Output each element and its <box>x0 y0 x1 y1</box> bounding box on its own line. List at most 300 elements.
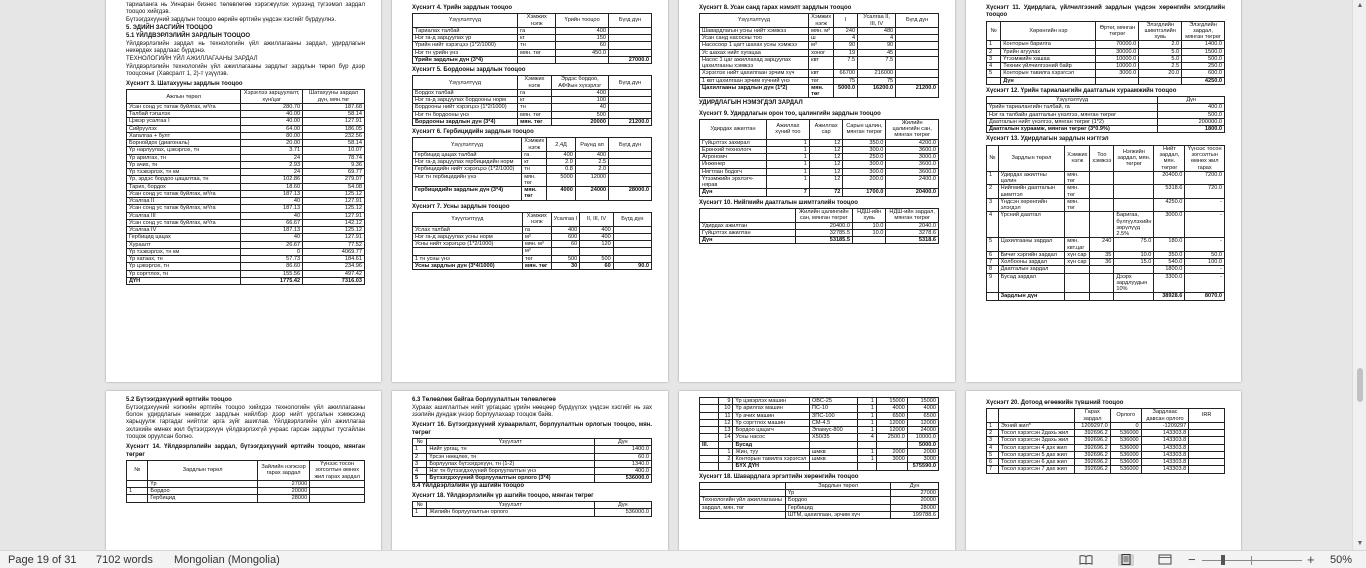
table-row <box>700 161 939 168</box>
table-cell <box>719 463 733 470</box>
table-cell: Тосол хэрэгсэн 5 дах жил <box>998 451 1074 458</box>
table-cell: 12 <box>809 139 842 146</box>
table-cell: 1 <box>987 41 1001 48</box>
table-cell: 10.0 <box>1114 251 1154 258</box>
table-cell: 58.14 <box>303 140 365 147</box>
table-cell: Үүнээс тосон зогсолтын өмнөх жил гарах <box>1185 145 1225 171</box>
table-cell: 280.70 <box>241 103 303 110</box>
table-cell: 2.0 <box>575 166 608 173</box>
table-cell: 536000 <box>1110 459 1141 466</box>
table-cell <box>580 248 613 255</box>
table-cell: 28000 <box>257 495 309 502</box>
table-cell: га <box>518 27 556 34</box>
table-cell: Усалгаа II, III, IV <box>858 14 896 28</box>
table-cell: 500.0 <box>1182 55 1225 62</box>
table-cell: мян. төг <box>522 187 547 201</box>
table-cell: Үзүүлэлтүүд <box>413 76 518 90</box>
table-total-row <box>413 56 652 63</box>
table-cell: квт <box>809 56 834 70</box>
table-cell: 1 <box>857 427 876 434</box>
table-cell: мян. төг <box>1065 198 1090 212</box>
table-cell: Бичиг хэргийн зардал <box>998 251 1065 258</box>
table-cell: 2000 <box>907 448 938 455</box>
table-row <box>413 27 652 34</box>
table-cell: 143303.8 <box>1141 466 1189 473</box>
table-cell: Үр тээвэрлэх, тн км <box>127 248 241 255</box>
table-row <box>987 63 1225 70</box>
table-row <box>987 104 1225 111</box>
table-cell: 4200.0 <box>886 139 939 146</box>
table-cell: 8 <box>987 266 999 273</box>
table-cell: 19 <box>834 49 858 56</box>
table-cell <box>1114 171 1154 185</box>
table-cell: 143303.8 <box>1141 459 1189 466</box>
table-cell: Насос 1 цаг ажиллахад зарцуулах цахилгааны хэмжээ <box>700 56 809 70</box>
data-table <box>699 119 939 197</box>
table-total-row <box>413 475 652 482</box>
table-cell: 11 <box>719 412 733 419</box>
table-cell: кг <box>518 35 556 42</box>
table-row <box>127 190 365 197</box>
table-cell: Дээрх зардлуудын 10% <box>1114 273 1154 293</box>
table-cell: 4000 <box>547 187 576 201</box>
table-header-row <box>127 90 365 104</box>
table-cell: 3300.0 <box>1154 273 1185 293</box>
table-row <box>413 509 652 516</box>
table-cell: 16200.0 <box>858 84 896 98</box>
table-cell: Үр соргтлох машин <box>733 419 809 426</box>
table-cell: 12 <box>809 161 842 168</box>
page-8 <box>966 391 1241 550</box>
table-cell: IRR <box>1189 409 1225 423</box>
table-cell: Гербицид цацах <box>127 234 241 241</box>
table-cell: 392696.2 <box>1075 437 1111 444</box>
table-cell: ОВС-25 <box>809 398 857 405</box>
word-count[interactable]: 7102 words <box>96 554 153 566</box>
table-row <box>987 111 1225 118</box>
table-cell: 5 <box>987 238 999 252</box>
table-row <box>127 234 365 241</box>
table-cell: Бүгд дүн <box>613 213 651 227</box>
table-cell: 5318.6 <box>1154 185 1185 199</box>
scroll-up-icon[interactable]: ▲ <box>1356 2 1364 9</box>
table-cell: 187.68 <box>303 103 365 110</box>
table-row <box>413 35 652 42</box>
table-cell: Удирдах ажилтны цалин <box>998 171 1065 185</box>
table-cell: Нягтлан бодогч <box>700 168 767 175</box>
table-cell: 125.12 <box>303 205 365 212</box>
table-cell: мян. төг <box>1065 185 1090 199</box>
table-cell: 12000 <box>907 419 938 426</box>
table-cell: Шатахууны зардал дүн, мян.төг <box>303 90 365 104</box>
table-cell: 9 <box>719 398 733 405</box>
page-6 <box>392 391 668 550</box>
table-row <box>127 140 365 147</box>
table-cell: 540.0 <box>1154 259 1185 266</box>
table-cell <box>1139 77 1182 84</box>
table-cell: 1 <box>766 168 809 175</box>
table-row <box>987 466 1225 473</box>
table-cell: Үр тээвэрлэх, тн км <box>127 169 241 176</box>
table-row <box>127 125 365 132</box>
table-cell: Үр, эрдэс бордоо цацалтаа, тн <box>127 176 241 183</box>
table-cell: Бордоо цацагч <box>733 427 809 434</box>
table-cell: 20000 <box>551 118 608 125</box>
table-row <box>987 273 1225 293</box>
table-cell: 12 <box>809 146 842 153</box>
table-row <box>700 35 939 42</box>
table-cell: 15000 <box>907 398 938 405</box>
table-cell: 7200.0 <box>1185 171 1225 185</box>
table-cell: 392696.2 <box>1075 444 1111 451</box>
table-cell <box>896 42 939 49</box>
table-cell: Хэмжих нэгж <box>518 14 556 28</box>
table-cell: Үр цэвэрлэх, тн <box>127 263 241 270</box>
table-cell <box>700 434 719 441</box>
table-cell: 24 <box>241 154 303 161</box>
table-cell: 1 <box>127 488 148 495</box>
table-row <box>700 77 939 84</box>
table-row <box>413 460 652 467</box>
table-cell: га <box>518 89 551 96</box>
table-cell: Нэг тн үрийн үнэ <box>413 49 518 56</box>
table-row <box>127 176 365 183</box>
table-cell <box>896 77 939 84</box>
table-row <box>700 456 939 463</box>
table-header-row <box>413 14 652 28</box>
table-cell: Нэг тн гербицидийн үнэ <box>413 173 522 187</box>
table-cell: 4 <box>987 212 999 238</box>
table-cell <box>1090 273 1114 293</box>
table-cell: 250.0 <box>843 154 886 161</box>
table-cell: Раунд ап <box>575 138 608 152</box>
table-cell <box>896 27 939 34</box>
table-cell: мян. м³ <box>522 241 551 248</box>
table-cell: 60.0 <box>594 453 651 460</box>
table-cell <box>608 35 651 42</box>
table-cell <box>1189 430 1225 437</box>
table-cell: Эламус-800 <box>809 427 857 434</box>
page-3 <box>679 0 955 382</box>
table-cell: Үндсэн хөрөнгийн элэгдэл <box>998 198 1065 212</box>
table-cell: 5.0 <box>1139 48 1182 55</box>
table-cell: 240 <box>1090 238 1114 252</box>
table-cell: ш <box>809 35 834 42</box>
table-cell: 392696.2 <box>1075 451 1111 458</box>
table-cell: 300.0 <box>843 161 886 168</box>
table-cell: 234.96 <box>303 263 365 270</box>
table-cell <box>413 248 523 255</box>
table-cell: 2000 <box>876 448 907 455</box>
table-cell: Гербицид <box>148 495 257 502</box>
web-layout-icon[interactable] <box>1157 554 1173 566</box>
table-row <box>413 255 652 262</box>
table-row <box>413 453 652 460</box>
table-cell <box>896 35 939 42</box>
table-cell: 1340.0 <box>594 460 651 467</box>
table-cell: төг <box>522 255 551 262</box>
table-cell: мян. төг <box>1065 171 1090 185</box>
table-cell: - <box>1185 238 1225 252</box>
table-cell: 13 <box>719 427 733 434</box>
table-cell: Дүн <box>1158 97 1225 104</box>
table-cell: Нэг га-д зарцуулах усны норм <box>413 233 523 240</box>
table-cell <box>809 441 857 448</box>
table-cell <box>1090 185 1114 199</box>
table-cell: 0 <box>241 248 303 255</box>
zoom-slider-thumb[interactable] <box>1221 555 1225 565</box>
table-cell: 2 <box>987 48 1001 55</box>
table-total-row <box>987 126 1225 133</box>
table-cell <box>1065 293 1090 300</box>
table-row <box>987 422 1225 429</box>
table-cell: 0 <box>1110 422 1141 429</box>
table-cell: Үр ачих, тн <box>127 161 241 168</box>
table-cell: 127.91 <box>303 198 365 205</box>
table-cell <box>1065 212 1090 238</box>
zoom-level[interactable]: 50% <box>1330 554 1353 566</box>
table-cell: 90.0 <box>613 262 651 269</box>
table-cell: № <box>413 502 427 509</box>
table-cell: 12 <box>719 419 733 426</box>
table-cell: Хураалт <box>127 241 241 248</box>
table-cell: шмкв <box>809 448 857 455</box>
table-cell <box>609 173 652 187</box>
table-cell: ЗПС-100 <box>809 412 857 419</box>
zoom-in-button[interactable]: + <box>1307 552 1315 567</box>
table-cell: 2 <box>987 185 999 199</box>
table-row <box>987 430 1225 437</box>
table-row <box>987 251 1225 258</box>
read-mode-icon[interactable] <box>1078 554 1094 566</box>
table-row <box>700 412 939 419</box>
table-cell: 200.0 <box>843 175 886 189</box>
table-cell: 2.5 <box>575 159 608 166</box>
table-header-row <box>413 213 652 227</box>
table-cell: Удирдах ажилтан <box>700 222 796 229</box>
table-cell: 5 <box>987 70 1001 77</box>
data-table <box>412 13 652 64</box>
table-cell <box>609 159 652 166</box>
table-cell <box>613 255 651 262</box>
table-cell: 69.77 <box>303 169 365 176</box>
table-cell: 3 <box>413 460 427 467</box>
table-cell: 28000.0 <box>609 187 652 201</box>
table-cell: 7.5 <box>858 56 896 70</box>
table-cell: 53185.5 <box>795 237 852 244</box>
table-cell: 4 <box>987 63 1001 70</box>
table-cell <box>700 398 719 405</box>
table-cell: 2.0 <box>547 159 576 166</box>
table-cell <box>700 412 719 419</box>
table-cell <box>1090 198 1114 212</box>
page-2 <box>392 0 668 382</box>
table-row <box>127 111 365 118</box>
table-row <box>987 41 1225 48</box>
table-caption: Хүснэгт 6. Гербицидийн зардлын тооцоо <box>412 129 534 136</box>
table-cell: кг <box>518 97 551 104</box>
table-caption: Хүснэгт 7. Усны зардлын тооцоо <box>412 203 510 210</box>
table-cell: 4000 <box>907 405 938 412</box>
table-row <box>987 259 1225 266</box>
table-cell: Шавардлагын усны нийт хэмжээ <box>700 27 809 34</box>
table-cell: 143303.8 <box>1141 451 1189 458</box>
table-cell <box>1189 466 1225 473</box>
table-cell: Бордооны зардлын дүн (3*4) <box>413 118 518 125</box>
table-cell: 86.60 <box>241 263 303 270</box>
paragraph: Хураах ашиглалтын нийт ургацаас үрийн нөөцөөр бүрдүүлэх үндсэн хэсгийг нь зах зээлийн дундаж үнээр борлуулахаар тооцож байв. <box>412 404 652 419</box>
table-caption: Хүснэгт 9. Удирдлагын орон тоо, цалингийн зардлын тооцоо <box>699 110 881 117</box>
data-table <box>412 438 652 483</box>
table-cell: Нэг га талбайн даатгалын үнэлгээ, мянган төгрөг <box>987 111 1158 118</box>
table-cell: 3600.0 <box>886 161 939 168</box>
table-row <box>700 139 939 146</box>
table-cell: 600.0 <box>1182 70 1225 77</box>
table-cell: Үрийн тариалангийн талбай, га <box>987 104 1158 111</box>
table-cell: 30000.0 <box>1096 48 1139 55</box>
table-cell: 400 <box>551 89 608 96</box>
section-heading: 6.4 Үйлдвэрлэлийн үр ашгийн тооцоо <box>412 482 525 489</box>
table-cell: 184.61 <box>303 256 365 263</box>
table-cell: 1500.0 <box>1182 48 1225 55</box>
table-cell: Бордоо <box>786 497 891 504</box>
table-cell: 155.56 <box>241 270 303 277</box>
table-cell: Зардлын төрөл <box>998 145 1065 171</box>
table-cell: Ерөнхий технологч <box>700 146 767 153</box>
table-cell: 240 <box>834 27 858 34</box>
table-row <box>987 266 1225 273</box>
table-cell: 72 <box>809 189 842 196</box>
table-cell: Бүгд дүн <box>896 14 939 28</box>
table-cell <box>896 70 939 77</box>
table-cell: 40 <box>551 104 608 111</box>
table-cell: 27000.0 <box>608 56 651 63</box>
table-cell: Ажлын төрөл <box>127 90 241 104</box>
table-cell: 200000.0 <box>1158 118 1225 125</box>
table-cell: 3.71 <box>241 147 303 154</box>
table-cell: Дүн <box>594 439 651 446</box>
table-cell: Элэгдлийн шимтгэлийн хувь <box>1139 21 1182 41</box>
table-cell <box>608 27 651 34</box>
table-cell: 7 <box>987 259 999 266</box>
table-cell: 50.0 <box>1185 251 1225 258</box>
scrollbar-thumb[interactable] <box>1357 368 1363 402</box>
zoom-out-button[interactable]: − <box>1188 552 1196 567</box>
table-total-row <box>700 441 939 448</box>
table-cell: Нийт ургац, тн <box>427 446 594 453</box>
data-table <box>126 460 365 503</box>
table-cell: Дүн <box>891 482 939 489</box>
table-row <box>127 132 365 139</box>
zoom-slider-track[interactable] <box>1202 560 1302 561</box>
table-cell: ДҮН <box>127 277 241 284</box>
table-cell: 100.0 <box>1185 259 1225 266</box>
table-cell: 1400.0 <box>594 446 651 453</box>
table-cell: 27000 <box>257 480 309 487</box>
table-cell: Хэмжих нэгж <box>518 76 551 90</box>
table-row <box>413 241 652 248</box>
table-cell: 400 <box>580 233 613 240</box>
table-cell: 180.0 <box>1154 238 1185 252</box>
table-cell: Бордооны нийт хэрэгцээ (1*2/1000) <box>413 104 518 111</box>
table-cell: 3 <box>987 437 999 444</box>
table-cell: 1 <box>766 146 809 153</box>
table-cell: Үтээмжийн хашаа <box>1001 55 1096 62</box>
table-cell: 1 квт цахилгаан эрчим хүчний үнэ <box>700 77 809 84</box>
paragraph: ТЕХНОЛОГИЙН ҮЙЛ АЖИЛЛАГААНЫ ЗАРДАЛ <box>126 55 258 62</box>
table-cell: 1 тн усны үнэ <box>413 255 523 262</box>
table-cell: 75 <box>834 77 858 84</box>
table-cell <box>1189 437 1225 444</box>
table-cell: 28000 <box>891 504 939 511</box>
table-header-row <box>987 97 1225 104</box>
table-row <box>700 448 939 455</box>
table-cell <box>1189 444 1225 451</box>
table-cell <box>1065 273 1090 293</box>
table-cell: 500 <box>580 255 613 262</box>
table-cell: Үрийн агуулах <box>1001 48 1096 55</box>
table-row <box>413 226 652 233</box>
table-cell: Үтээмжийн эрхлэгч-нярав <box>700 175 767 189</box>
table-cell <box>127 495 148 502</box>
table-cell: 5000.0 <box>834 84 858 98</box>
table-cell: 536000 <box>1110 444 1141 451</box>
vertical-scrollbar[interactable] <box>1352 0 1366 550</box>
table-cell: № <box>413 439 427 446</box>
table-row <box>127 263 365 270</box>
table-header-row <box>413 138 652 152</box>
table-cell: Дүн <box>700 189 767 196</box>
table-cell <box>608 89 651 96</box>
table-cell <box>719 441 733 448</box>
table-caption: Хүснэгт 18. Үйлдвэрлэлийн үр ашгийн тооцоо, мянган төгрөг <box>412 492 594 499</box>
table-cell: Услах талбай <box>413 226 523 233</box>
table-cell: Талбай тэгшлэх <box>127 111 241 118</box>
table-cell: 20.00 <box>241 140 303 147</box>
language-indicator[interactable]: Mongolian (Mongolia) <box>174 554 280 566</box>
table-row <box>700 419 939 426</box>
table-cell: мян. төг <box>518 49 556 56</box>
table-cell: 54.08 <box>303 183 365 190</box>
table-cell: 3600.0 <box>886 168 939 175</box>
page-counter[interactable]: Page 19 of 31 <box>8 554 77 566</box>
scroll-down-icon[interactable]: ▼ <box>1356 540 1364 547</box>
table-cell: Баригаа, бүлгүүлэхийн зөрүлүүд 2.5% <box>1114 212 1154 238</box>
table-cell: 15000 <box>876 398 907 405</box>
print-layout-icon[interactable] <box>1118 554 1134 566</box>
table-caption: Хүснэгт 14. Үйлдвэрлэлийн зардал, бүтээгдэхүүний өртгийн тооцоо, мянган төгрөг <box>126 444 365 458</box>
table-row <box>127 154 365 161</box>
table-cell: Үр хатаах, тн <box>127 256 241 263</box>
table-cell: 500 <box>551 255 580 262</box>
table-cell: Дүн <box>1001 77 1096 84</box>
table-cell: Үр <box>786 490 891 497</box>
table-caption: Хүснэгт 16. Бүтээгдэхүүний хуваарилалт, борлуулалтын орлогын тооцоо, мян. төгрөг <box>412 422 652 436</box>
table-cell: 400 <box>580 226 613 233</box>
table-row <box>413 468 652 475</box>
table-cell: 536000 <box>1110 466 1141 473</box>
table-cell: 187.13 <box>241 227 303 234</box>
table-cell: 5 <box>413 475 427 482</box>
table-cell: 4069.77 <box>303 248 365 255</box>
table-row <box>700 434 939 441</box>
table-cell: - <box>1185 198 1225 212</box>
table-cell: 58.14 <box>303 111 365 118</box>
table-cell: 125.12 <box>303 227 365 234</box>
subsection-heading: УДИРДЛАГЫН НЭМЭГДЭЛ ЗАРДАЛ <box>699 100 803 107</box>
table-row <box>413 166 652 173</box>
table-cell: 60 <box>556 42 609 49</box>
